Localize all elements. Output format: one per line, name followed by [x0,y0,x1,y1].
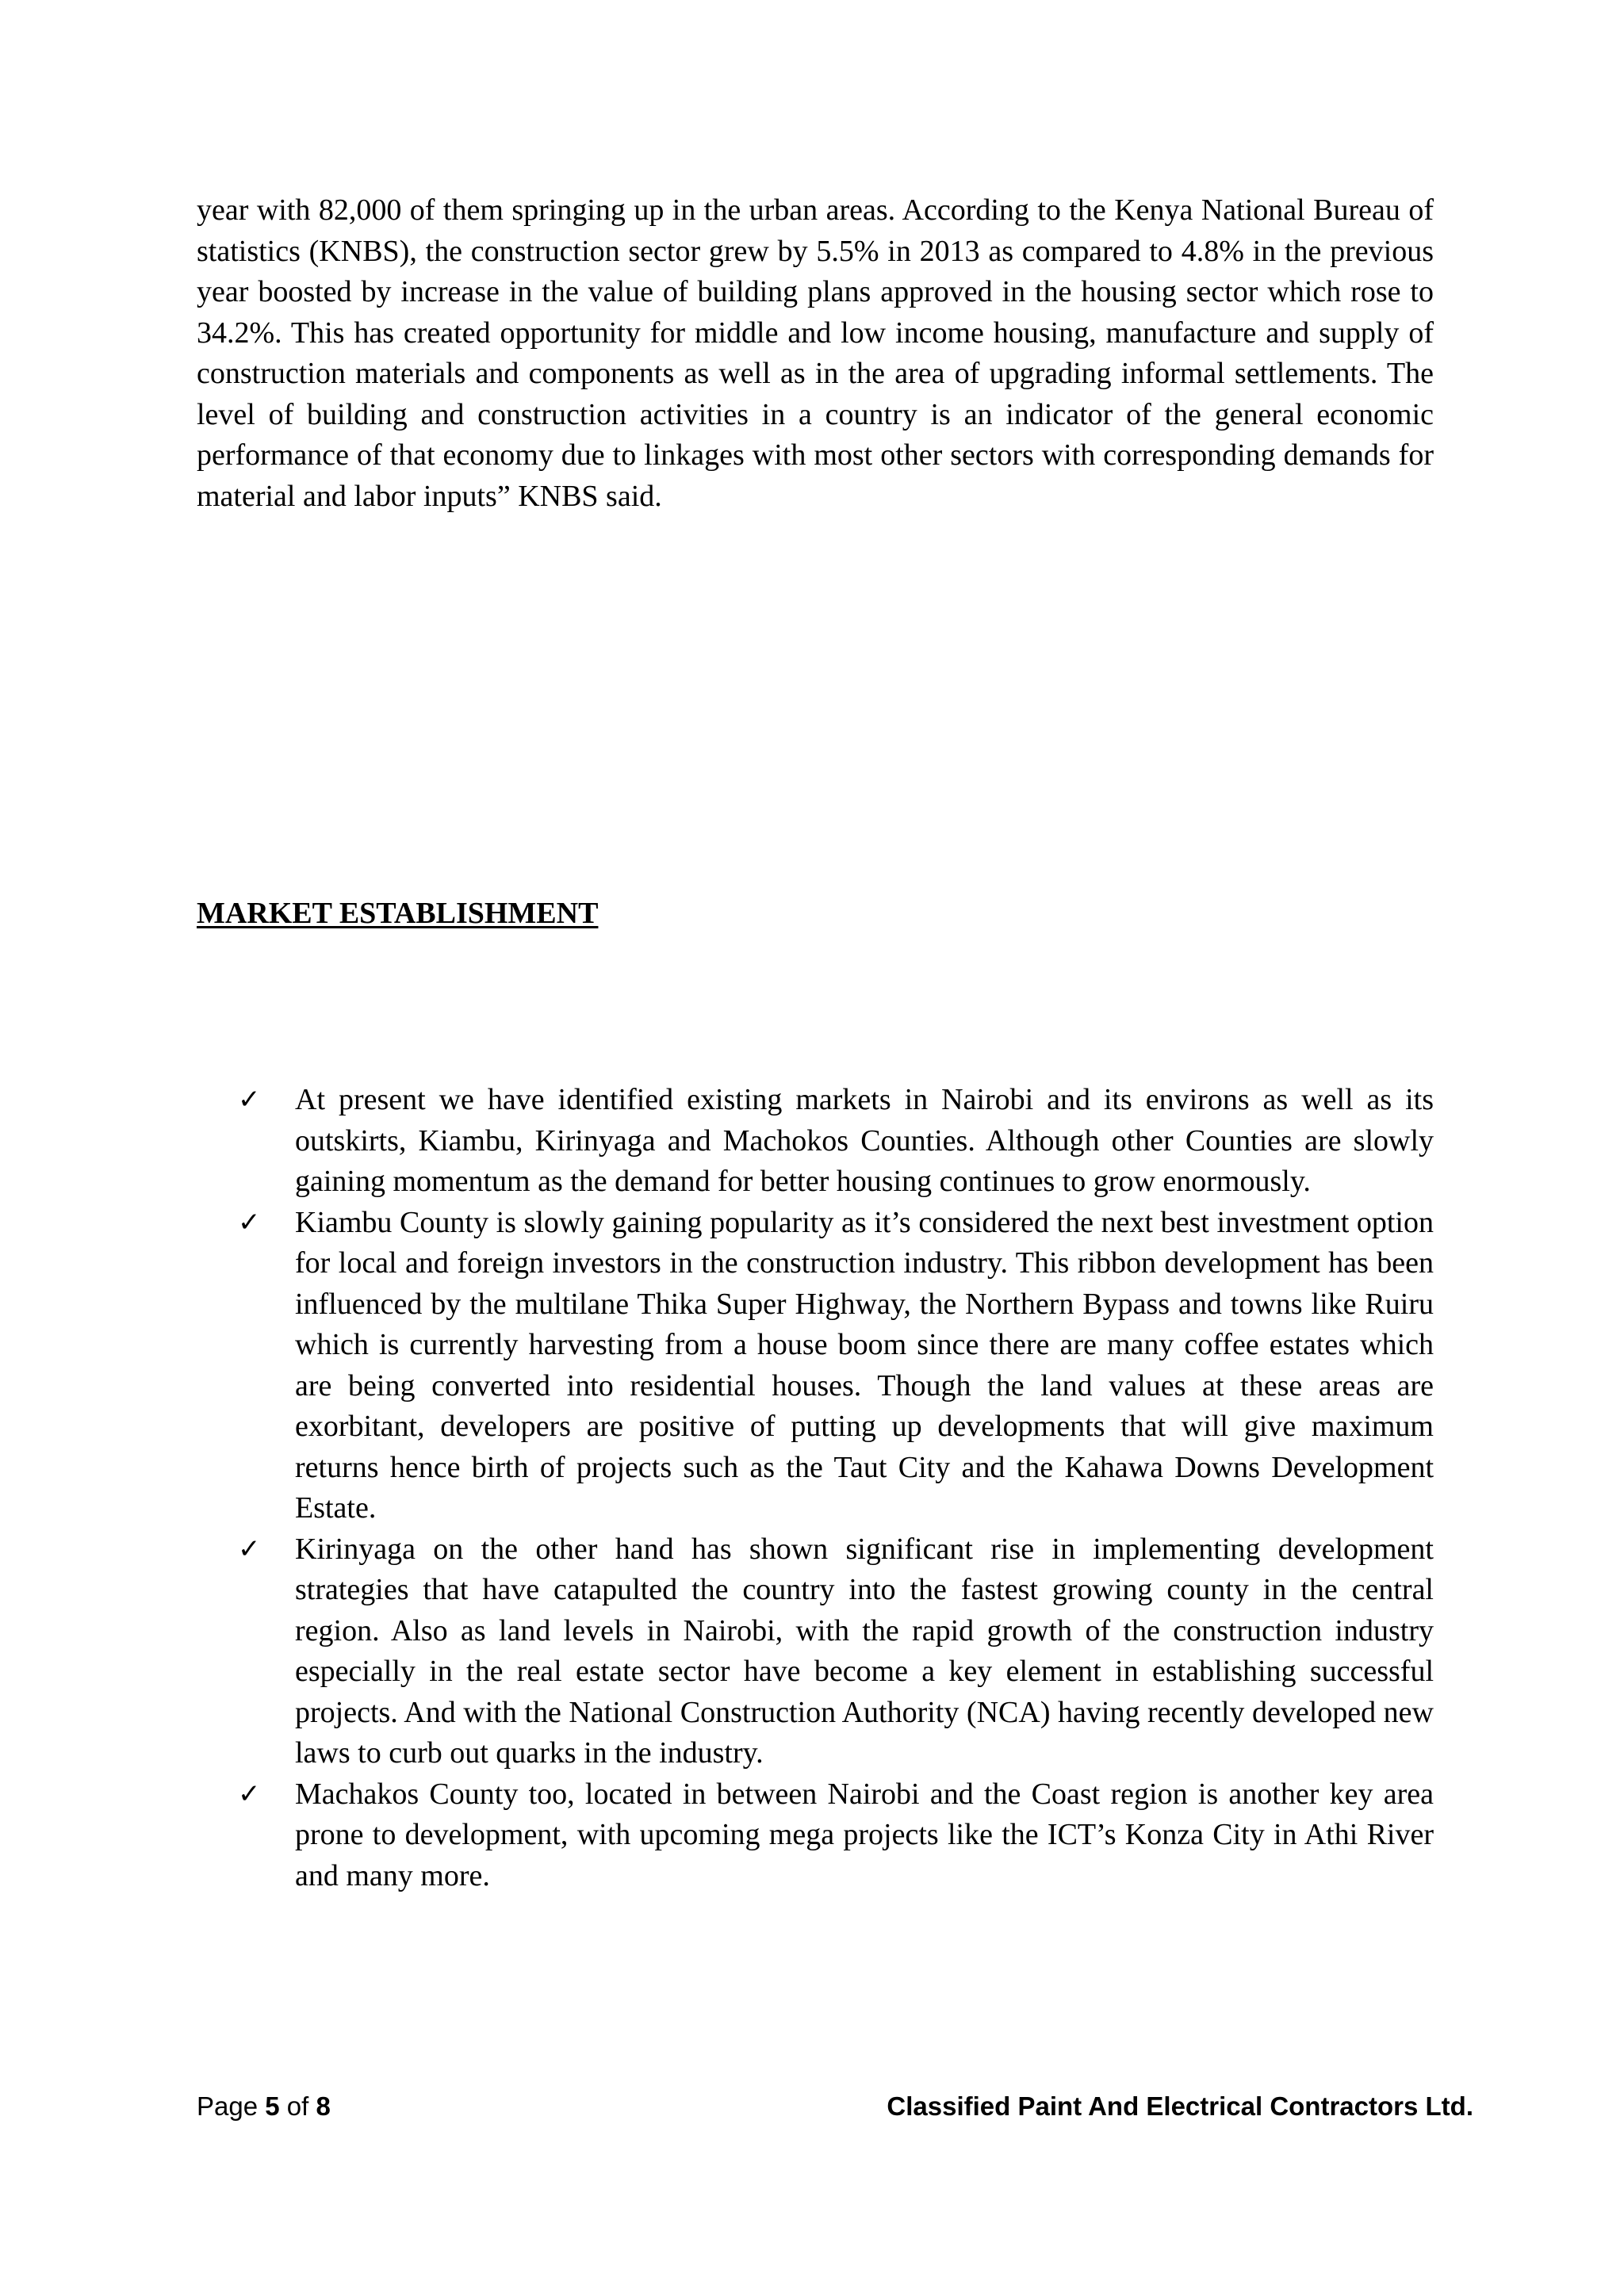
check-icon: ✓ [238,1777,261,1810]
list-item-text: At present we have identified existing markets in Nairobi and its environs as well as its outskirts, Kiambu, Kirinyaga and Machokos Counties. Although other Counties are slowly gaining momentum as the demand for better housing continues to grow enormously. [295,1083,1434,1198]
page-total: 8 [316,2091,331,2121]
list-item [238,1529,1434,1774]
page-word: Page [197,2091,259,2121]
check-icon: ✓ [238,1533,261,1565]
company-name: Classified Paint And Electrical Contractors Ltd. [887,2091,1473,2121]
bullet-list [238,1080,1434,1896]
page-number [197,2091,331,2122]
list-item-text: Kirinyaga on the other hand has shown significant rise in implementing development strategies that have catapulted the country into the fastest growing county in the central region. Also as land levels in Nairobi, with the rapid growth of the construction industry especially in the real estate sector have become a key element in establishing successful projects. And with the National Construction Authority (NCA) having recently developed new laws to curb out quarks in the industry. [295,1532,1434,1770]
page-of: of [286,2091,309,2121]
section-heading: MARKET ESTABLISHMENT [197,897,599,930]
check-icon: ✓ [238,1084,261,1115]
intro-paragraph: year with 82,000 of them springing up in the urban areas. According to the Kenya National Bureau of statistics (KNBS), the construction sector grew by 5.5% in 2013 as compared to 4.8% in the previous year boosted by increase in the value of building plans approved in the housing sector which rose to 34.2%. This has created opportunity for middle and low income housing, manufacture and supply of construction materials and components as well as in the area of upgrading informal settlements. The level of building and construction activities in a country is an indicator of the general economic performance of that economy due to linkages with most other sectors with corresponding demands for material and labor inputs” KNBS said. [197,193,1434,513]
list-item [238,1774,1434,1897]
list-item-text: Kiambu County is slowly gaining popularity as it’s considered the next best investment option for local and foreign investors in the construction industry. This ribbon development has been influenced by the multilane Thika Super Highway, the Northern Bypass and towns like Ruiru which is currently harvesting from a house boom since there are many coffee estates which are being converted into residential houses. Though the land values at these areas are exorbitant, developers are positive of putting up developments that will give maximum returns hence birth of projects such as the Taut City and the Kahawa Downs Development Estate. [295,1205,1434,1525]
list-item [238,1203,1434,1529]
page-current: 5 [265,2091,280,2121]
list-item-text: Machakos County too, located in between Nairobi and the Coast region is another key area prone to development, with upcoming mega projects like the ICT’s Konza City in Athi River and many more. [295,1777,1434,1892]
check-icon: ✓ [238,1206,261,1238]
list-item [238,1080,1434,1203]
page-footer [197,2091,1473,2139]
